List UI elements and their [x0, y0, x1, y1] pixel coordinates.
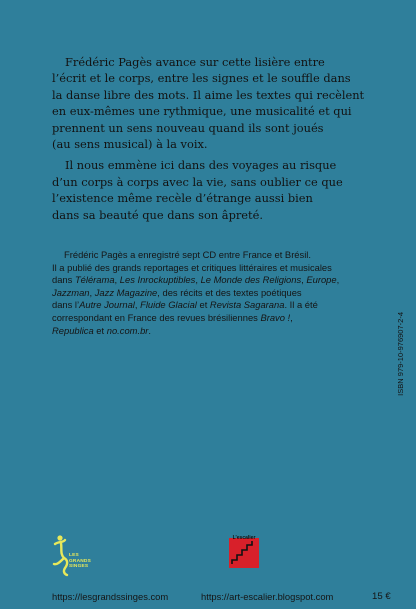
presentation-line: prennent un sens nouveau quand ils sont joués	[52, 120, 324, 135]
staircase-icon	[229, 538, 259, 568]
presentation-line: l’existence même recèle d’étrange aussi bien	[52, 191, 313, 206]
biography-line: correspondant en France des revues brésiliennes Bravo !,	[52, 311, 293, 323]
escalier-logo-text: L’escalier	[232, 535, 256, 541]
price: 15 €	[372, 591, 391, 602]
staircase-icon	[229, 538, 259, 568]
presentation-line: la danse libre des mots. Il aime les textes qui recèlent	[52, 87, 365, 102]
biography-line: Frédéric Pagès a enregistré sept CD entre France et Brésil.	[64, 249, 311, 260]
presentation-line: (au sens musical) à la voix.	[52, 137, 208, 152]
biography-line: dans Télérama, Les Inrockuptibles, Le Monde des Religions, Europe,	[52, 274, 340, 286]
biography-text	[52, 249, 382, 337]
biography-line: Il a publié des grands reportages et critiques littéraires et musicales	[52, 261, 332, 273]
isbn: ISBN 979-10-976907-2-4	[396, 312, 405, 396]
presentation-text	[52, 54, 382, 223]
presentation-line: en eux-mêmes une rythmique, une musicalité et qui	[52, 104, 352, 119]
presentation-line: Frédéric Pagès avance sur cette lisière entre	[65, 55, 325, 69]
presentation-line: dans sa beauté que dans son âpreté.	[52, 207, 263, 222]
presentation-line: l’écrit et le corps, entre les signes et le souffle dans	[52, 71, 351, 86]
presentation-line: d’un corps à corps avec la vie, sans oublier ce que	[52, 174, 343, 189]
biography-line: dans l’Autre Journal, Fluide Glacial et Revista Sagarana. Il a été	[52, 299, 318, 311]
publisher-url-right[interactable]: https://art-escalier.blogspot.com	[201, 591, 334, 602]
biography-line: Jazzman, Jazz Magazine, des récits et des textes poétiques	[52, 286, 302, 298]
presentation-line: Il nous emmène ici dans des voyages au risque	[65, 158, 337, 173]
publisher-url-left[interactable]: https://lesgrandssinges.com	[52, 591, 169, 602]
biography-line: Republica et no.com.br.	[52, 324, 152, 336]
singes-logo-text: LES GRANDS SINGES	[69, 553, 91, 570]
